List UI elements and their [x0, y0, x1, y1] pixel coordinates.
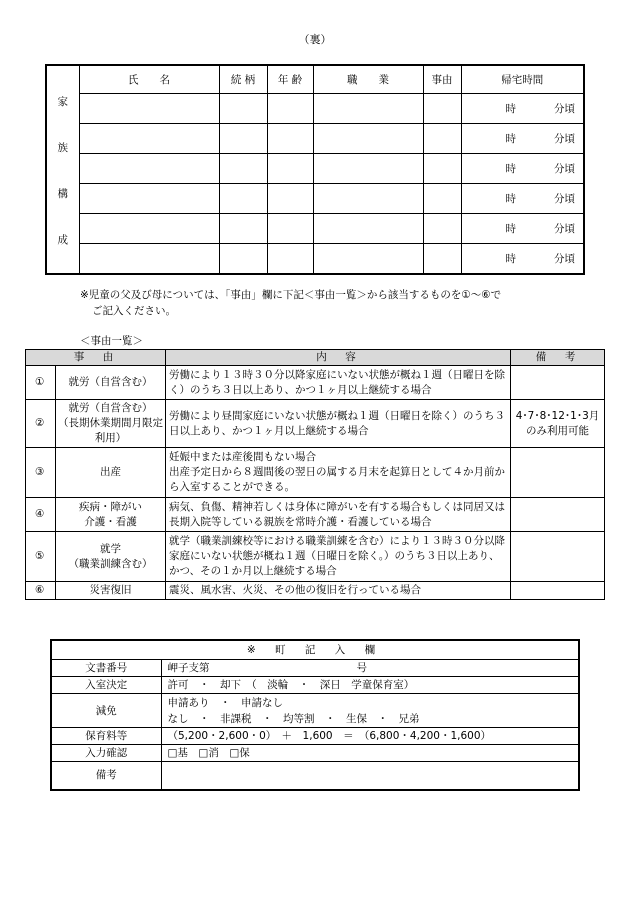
occupation-cell[interactable]	[313, 124, 423, 154]
time-cell[interactable]	[461, 124, 584, 154]
reason-number: ⑤	[26, 532, 56, 582]
reason-row	[26, 498, 605, 532]
reason-note	[511, 498, 605, 532]
family-vertical-label	[46, 65, 79, 274]
relation-cell[interactable]	[219, 184, 267, 214]
reason-cell[interactable]	[423, 244, 461, 275]
reason-row	[26, 582, 605, 600]
reason-note	[511, 366, 605, 400]
relation-cell[interactable]	[219, 214, 267, 244]
town-label: 減免	[51, 694, 161, 728]
town-value[interactable]	[161, 762, 579, 790]
header-name: 氏 名	[79, 65, 219, 94]
town-value[interactable]: 申請あり ・ 申請なし なし ・ 非課税 ・ 均等割 ・ 生保 ・ 兄弟	[161, 694, 579, 728]
minute-label: 分頃	[554, 253, 575, 265]
family-row	[46, 244, 584, 275]
town-value[interactable]: 許可 ・ 却下 （ 淡輪 ・ 深日 学童保育室）	[161, 677, 579, 694]
occupation-cell[interactable]	[313, 184, 423, 214]
town-label: 保育料等	[51, 728, 161, 745]
minute-label: 分頃	[554, 163, 575, 175]
reason-content: 就学（職業訓練校等における職業訓練を含む）により１３時３０分以降家庭にいない状態が概ね１週（日曜日を除く。）のうち３日以上あり、かつ、その１か月以上継続する場合	[166, 532, 511, 582]
header-return-time: 帰宅時間	[461, 65, 584, 94]
reason-cell[interactable]	[423, 184, 461, 214]
relation-cell[interactable]	[219, 154, 267, 184]
header-occupation: 職 業	[313, 65, 423, 94]
reason-name: 就労（自営含む）	[56, 366, 166, 400]
note-block	[80, 287, 620, 319]
header-reason: 事由	[423, 65, 461, 94]
reason-name: 就学 （職業訓練含む）	[56, 532, 166, 582]
reason-content: 労働により昼間家庭にいない状態が概ね１週（日曜日を除く）のうち３日以上あり、かつ１ヶ月以上継続する場合	[166, 400, 511, 448]
reason-row	[26, 532, 605, 582]
reason-number: ④	[26, 498, 56, 532]
town-title: ※ 町 記 入 欄	[51, 640, 579, 660]
age-cell[interactable]	[267, 244, 313, 275]
name-cell[interactable]	[79, 124, 219, 154]
town-label: 文書番号	[51, 660, 161, 677]
town-row	[51, 677, 579, 694]
hour-label: 時	[505, 163, 516, 175]
town-value[interactable]: □基 □消 □保	[161, 745, 579, 762]
reason-cell[interactable]	[423, 124, 461, 154]
age-cell[interactable]	[267, 184, 313, 214]
age-cell[interactable]	[267, 154, 313, 184]
reason-content: 労働により１３時３０分以降家庭にいない状態が概ね１週（日曜日を除く）のうち３日以上あり、かつ１ヶ月以上継続する場合	[166, 366, 511, 400]
reasons-table	[25, 349, 605, 600]
town-value[interactable]: （5,200・2,600・0） ＋ 1,600 ＝ （6,800・4,200・1,600）	[161, 728, 579, 745]
reason-cell[interactable]	[423, 214, 461, 244]
reason-note: 4･7･8･12･1･3月のみ利用可能	[511, 400, 605, 448]
time-cell[interactable]	[461, 184, 584, 214]
reason-cell[interactable]	[423, 154, 461, 184]
vert-char: 家	[57, 96, 68, 108]
reason-number: ③	[26, 448, 56, 498]
occupation-cell[interactable]	[313, 154, 423, 184]
reason-name: 就労（自営含む） （長期休業期間月限定利用）	[56, 400, 166, 448]
age-cell[interactable]	[267, 124, 313, 154]
occupation-cell[interactable]	[313, 244, 423, 275]
town-row	[51, 728, 579, 745]
town-row	[51, 762, 579, 790]
name-cell[interactable]	[79, 184, 219, 214]
age-cell[interactable]	[267, 94, 313, 124]
town-row	[51, 660, 579, 677]
town-table	[50, 639, 580, 791]
town-label: 入室決定	[51, 677, 161, 694]
note-line-2: ご記入ください。	[92, 305, 176, 317]
minute-label: 分頃	[554, 193, 575, 205]
reason-name: 災害復旧	[56, 582, 166, 600]
header-reason: 事 由	[26, 350, 166, 366]
reason-number: ①	[26, 366, 56, 400]
time-cell[interactable]	[461, 244, 584, 275]
note-line-1: ※児童の父及び母については、「事由」欄に下記＜事由一覧＞から該当するものを①～⑥で	[80, 289, 502, 301]
header-age: 年 齢	[267, 65, 313, 94]
relation-cell[interactable]	[219, 94, 267, 124]
occupation-cell[interactable]	[313, 214, 423, 244]
header-relation: 続 柄	[219, 65, 267, 94]
town-row	[51, 745, 579, 762]
age-cell[interactable]	[267, 214, 313, 244]
header-content: 内 容	[166, 350, 511, 366]
town-row	[51, 694, 579, 728]
vert-char: 族	[57, 142, 68, 154]
reason-content: 病気、負傷、精神若しくは身体に障がいを有する場合もしくは同居又は長期入院等している親族を常時介護・看護している場合	[166, 498, 511, 532]
reason-row	[26, 400, 605, 448]
family-row	[46, 124, 584, 154]
hour-label: 時	[505, 103, 516, 115]
hour-label: 時	[505, 223, 516, 235]
relation-cell[interactable]	[219, 244, 267, 275]
relation-cell[interactable]	[219, 124, 267, 154]
occupation-cell[interactable]	[313, 94, 423, 124]
reason-row	[26, 448, 605, 498]
name-cell[interactable]	[79, 214, 219, 244]
reason-content: 震災、風水害、火災、その他の復旧を行っている場合	[166, 582, 511, 600]
reason-number: ②	[26, 400, 56, 448]
town-label: 備考	[51, 762, 161, 790]
name-cell[interactable]	[79, 94, 219, 124]
minute-label: 分頃	[554, 133, 575, 145]
family-row	[46, 154, 584, 184]
vert-char: 構	[57, 188, 68, 200]
reason-name: 疾病・障がい 介護・看護	[56, 498, 166, 532]
time-cell[interactable]	[461, 214, 584, 244]
reason-note	[511, 582, 605, 600]
minute-label: 分頃	[554, 103, 575, 115]
family-table	[45, 64, 585, 275]
reason-row	[26, 366, 605, 400]
hour-label: 時	[505, 133, 516, 145]
time-cell[interactable]	[461, 94, 584, 124]
name-cell[interactable]	[79, 154, 219, 184]
reason-content: 妊娠中または産後間もない場合 出産予定日から８週間後の翌日の属する月末を起算日として４か月前から入室することができる。	[166, 448, 511, 498]
vert-char: 成	[57, 234, 68, 246]
reason-name: 出産	[56, 448, 166, 498]
reasons-title: ＜事由一覧＞	[80, 335, 143, 347]
hour-label: 時	[505, 253, 516, 265]
town-value[interactable]: 岬子支第 号	[161, 660, 579, 677]
name-cell[interactable]	[79, 244, 219, 275]
family-row	[46, 184, 584, 214]
family-row	[46, 214, 584, 244]
reason-number: ⑥	[26, 582, 56, 600]
reason-note	[511, 448, 605, 498]
town-label: 入力確認	[51, 745, 161, 762]
family-row	[46, 94, 584, 124]
header-note: 備 考	[511, 350, 605, 366]
hour-label: 時	[505, 193, 516, 205]
reason-cell[interactable]	[423, 94, 461, 124]
minute-label: 分頃	[554, 223, 575, 235]
page-label: （裏）	[298, 33, 332, 46]
reason-note	[511, 532, 605, 582]
time-cell[interactable]	[461, 154, 584, 184]
